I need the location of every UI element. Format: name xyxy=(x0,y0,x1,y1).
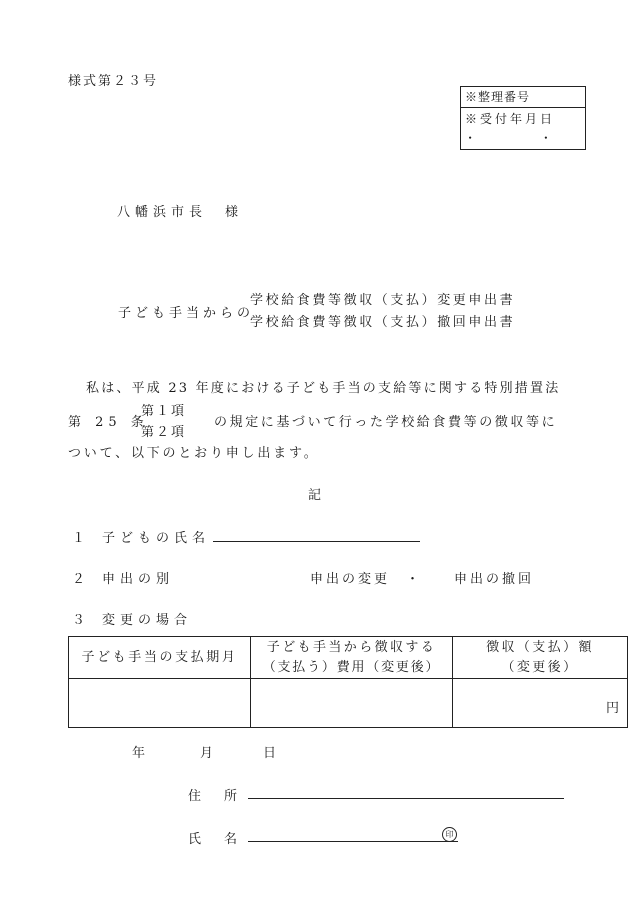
header-cost: 子ども手当から徴収する （支払う）費用（変更後） xyxy=(251,637,453,679)
option-separator: ・ xyxy=(406,572,422,587)
item2-label: 申出の別 xyxy=(102,572,175,587)
seal-icon: 印 xyxy=(442,826,457,842)
option-withdraw[interactable]: 申出の撤回 xyxy=(454,572,535,587)
date-day: 日 xyxy=(263,746,279,761)
body-line-3: ついて、以下のとおり申し出ます。 xyxy=(68,446,320,461)
body-article-suffix: の規定に基づいて行った学校給食費等の徴収等に xyxy=(214,415,558,430)
address-label: 住 所 xyxy=(188,789,243,804)
yen-unit: 円 xyxy=(605,701,621,716)
date-year: 年 xyxy=(132,746,148,761)
option-change[interactable]: 申出の変更 xyxy=(310,572,391,587)
name-field[interactable] xyxy=(248,841,458,842)
item3-label: 変更の場合 xyxy=(102,613,193,628)
header-payment-month: 子ども手当の支払期月 xyxy=(69,637,251,679)
title-option-withdraw: 学校給食費等徴収（支払）撤回申出書 xyxy=(250,315,516,330)
child-name-field[interactable] xyxy=(213,541,420,542)
title-option-change: 学校給食費等徴収（支払）変更申出書 xyxy=(250,293,516,308)
ki-heading: 記 xyxy=(308,488,324,503)
body-clause-2: 第２項 xyxy=(141,425,187,440)
item1-label: 子どもの氏名 xyxy=(102,531,211,546)
form-number: 様式第２３号 xyxy=(68,74,159,89)
item1-number: １ xyxy=(72,531,88,546)
receipt-box xyxy=(460,86,586,150)
addressee: 八幡浜市長 様 xyxy=(117,205,244,220)
cell-amount[interactable] xyxy=(453,679,628,728)
title-prefix: 子ども手当からの xyxy=(118,306,255,321)
cell-payment-month[interactable] xyxy=(69,679,251,728)
cell-cost[interactable] xyxy=(251,679,453,728)
header-amount: 徴収（支払）額 （変更後） xyxy=(453,637,628,679)
item3-number: ３ xyxy=(72,613,88,628)
seiri-bango-label: ※整理番号 xyxy=(461,87,585,108)
body-line-1: 私は、平成 23 年度における子ども手当の支給等に関する特別措置法 xyxy=(86,381,561,396)
uketsuke-date-marks: ・ ・ xyxy=(464,131,582,145)
body-article-prefix: 第 25 条 xyxy=(68,415,149,430)
uketsuke-date-label: ※受付年月日 xyxy=(465,112,556,126)
change-table xyxy=(68,636,628,728)
body-clause-1: 第１項 xyxy=(141,404,187,419)
name-label: 氏 名 xyxy=(188,832,243,847)
address-field[interactable] xyxy=(248,798,564,799)
date-month: 月 xyxy=(200,746,216,761)
item2-number: ２ xyxy=(72,572,88,587)
